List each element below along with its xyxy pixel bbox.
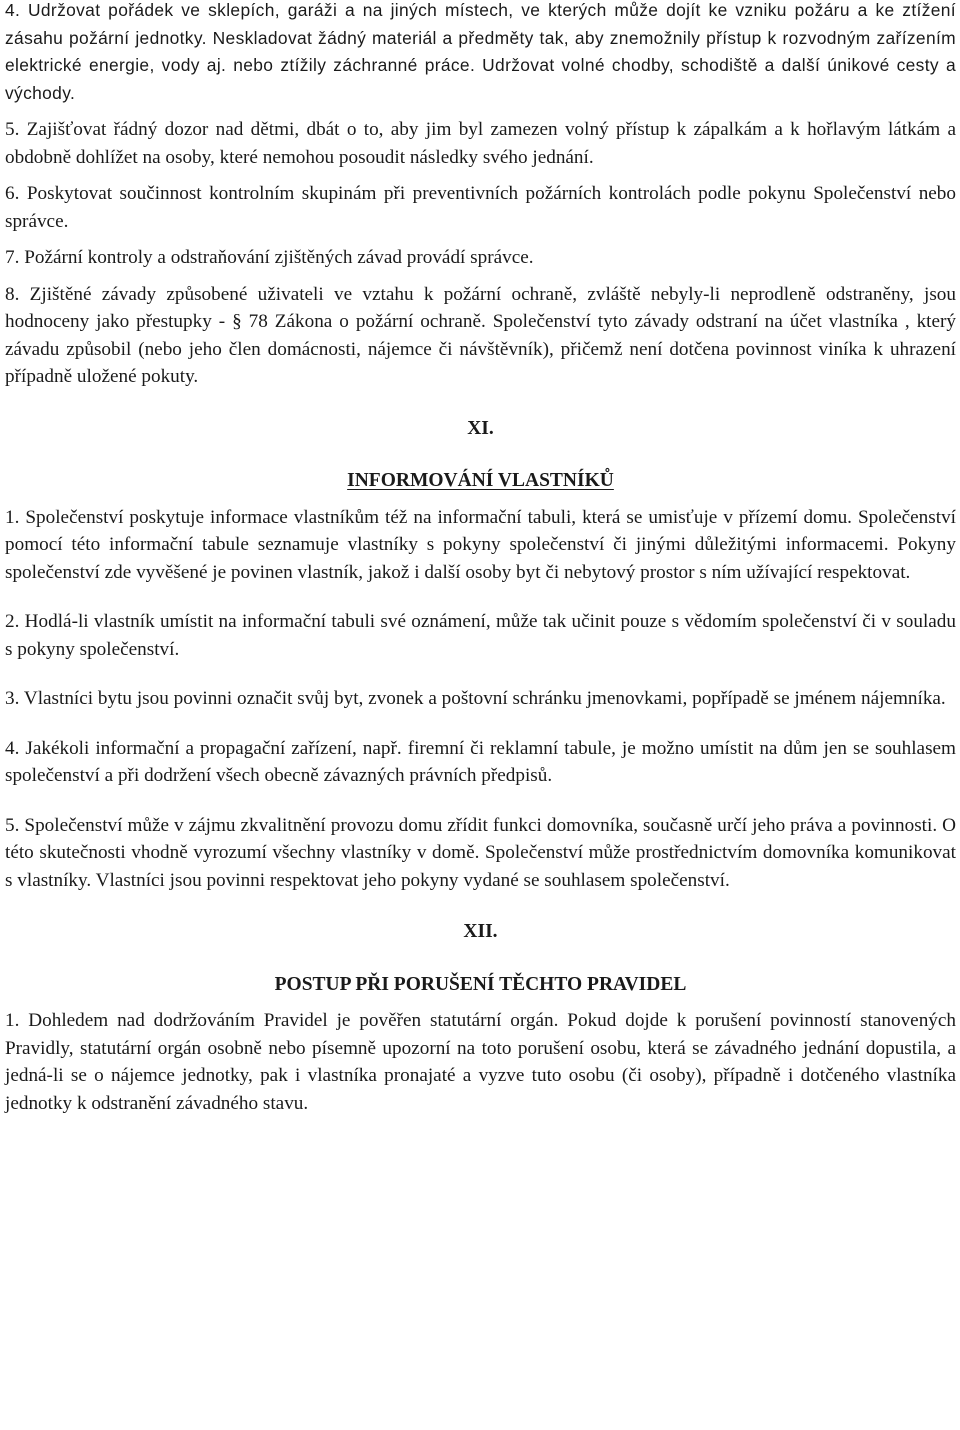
section-xii-number: XII. [463, 921, 498, 942]
section-xi-paragraph-1: 1. Společenství poskytuje informace vlastníkům též na informační tabuli, která se umisťuje v přízemí domu. Společenství pomocí této informační tabule seznamuje vlastníky s pokyny společenství či jinými důležitými informacemi. Pokyny společenství zde vyvěšené je povinen vlastník, jakož i další osoby byt či nebytový prostor s ním užívající respektovat. [5, 506, 956, 583]
paragraph-5: 5. Zajišťovat řádný dozor nad dětmi, dbát o to, aby jim byl zamezen volný přístup k zápalkám a k hořlavým látkám a obdobně dohlížet na osoby, které nemohou posoudit následky svého jednání. [5, 119, 956, 168]
section-xii-paragraph-1: 1. Dohledem nad dodržováním Pravidel je pověřen statutární orgán. Pokud dojde k porušení povinností stanovených Pravidly, statutární orgán osobně nebo písemně upozorní na toto porušení osobu, která se závadného jednání dopustila, a jedná-li se o nájemce jednotky, pak i vlastníka pronajaté a vyzve tuto osobu (či osoby), případně i dotčeného vlastníka jednotky k odstranění závadného stavu. [5, 1010, 956, 1114]
section-xii-title: POSTUP PŘI PORUŠENÍ TĚCHTO PRAVIDEL [274, 973, 687, 995]
section-xi-number: XI. [467, 417, 494, 439]
section-xi-paragraph-4: 4. Jakékoli informační a propagační zařízení, např. firemní či reklamní tabule, je možno umístit na dům jen se souhlasem společenství a při dodržení všech obecně závazných právních předpisů. [5, 737, 956, 786]
section-xi-paragraph-2: 2. Hodlá-li vlastník umístit na informační tabuli své oznámení, může tak učinit pouze s vědomím společenství či v souladu s pokyny společenství. [5, 611, 956, 660]
paragraph-4: 4. Udržovat pořádek ve sklepích, garáži a na jiných místech, ve kterých může dojít ke vzniku požáru a ke ztížení zásahu požární jednotky. Neskladovat žádný materiál a předměty tak, aby znemožnily přístup k rozvodným zařízením elektrické energie, vody aj. nebo ztížily záchranné práce. Udržovat volné chodby, schodiště a další únikové cesty a východy. [5, 0, 956, 103]
paragraph-7: 7. Požární kontroly a odstraňování zjištěných závad provádí správce. [5, 247, 534, 268]
paragraph-6: 6. Poskytovat součinnost kontrolním skupinám při preventivních požárních kontrolách podle pokynu Společenství nebo správce. [5, 183, 956, 232]
paragraph-8: 8. Zjištěné závady způsobené uživateli ve vztahu k požární ochraně, zvláště nebyly-li neprodleně odstraněny, jsou hodnoceny jako přestupky - § 78 Zákona o požární ochraně. Společenství tyto závady odstraní na účet vlastníka , který závadu způsobil (nebo jeho člen domácnosti, nájemce či návštěvník), přičemž není dotčena povinnost viníka k uhrazení případně uložené pokuty. [5, 283, 956, 387]
section-xi-paragraph-3: 3. Vlastníci bytu jsou povinni označit svůj byt, zvonek a poštovní schránku jmenovkami, popřípadě se jménem nájemníka. [5, 688, 946, 709]
section-xi-paragraph-5: 5. Společenství může v zájmu zkvalitnění provozu domu zřídit funkci domovníka, současně určí jeho práva a povinnosti. O této skutečnosti vhodně vyrozumí všechny vlastníky v domě. Společenství může prostřednictvím domovníka komunikovat s vlastníky. Vlastníci jsou povinni respektovat jeho pokyny vydané se souhlasem společenství. [5, 814, 956, 891]
section-xi-title: INFORMOVÁNÍ VLASTNÍKŮ [347, 470, 614, 491]
